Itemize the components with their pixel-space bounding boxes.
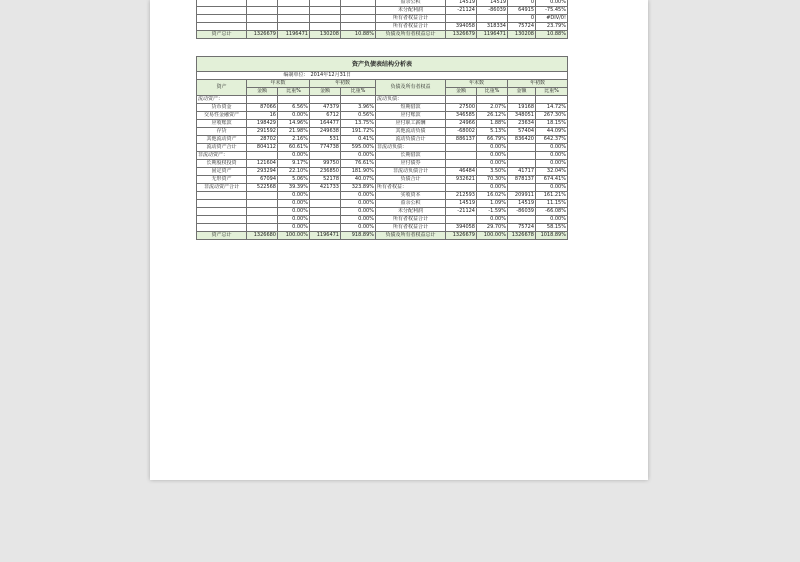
table-cell xyxy=(310,7,341,15)
table-cell: 67094 xyxy=(247,176,278,184)
table-cell xyxy=(310,216,341,224)
table-cell: 642.37% xyxy=(536,136,568,144)
table-cell: 0.00% xyxy=(341,216,376,224)
table-cell: -1.59% xyxy=(477,208,508,216)
table-cell xyxy=(310,23,341,31)
table-cell: 318334 xyxy=(477,23,508,31)
table-cell: -21124 xyxy=(446,208,477,216)
table-cell xyxy=(247,15,278,23)
table-cell xyxy=(247,200,278,208)
table-row xyxy=(197,200,568,208)
table-cell: 191.72% xyxy=(341,128,376,136)
total-cell: 1326679 xyxy=(446,232,477,240)
table-cell: 未分配利润 xyxy=(376,7,446,15)
table-cell xyxy=(341,15,376,23)
table-cell: 0.00% xyxy=(278,112,310,120)
table-cell: 22.10% xyxy=(278,168,310,176)
table-cell xyxy=(310,96,341,104)
total-cell: 130208 xyxy=(508,31,536,39)
row-label xyxy=(197,208,247,216)
table-cell: 0.00% xyxy=(536,160,568,168)
table-cell: 21.98% xyxy=(278,128,310,136)
table-cell: 26.12% xyxy=(477,112,508,120)
row-label: 流动资产合计 xyxy=(197,144,247,152)
table-cell xyxy=(197,15,247,23)
table-cell xyxy=(536,96,568,104)
table-cell xyxy=(446,144,477,152)
unit-label: 编制单位： xyxy=(197,72,310,80)
table-cell xyxy=(341,23,376,31)
table-cell: 0.00% xyxy=(536,152,568,160)
table-cell: 293294 xyxy=(247,168,278,176)
table-cell: 19168 xyxy=(508,104,536,112)
table-cell: 0.00% xyxy=(341,200,376,208)
table-cell xyxy=(341,7,376,15)
blank-cell xyxy=(446,72,568,80)
row-label: 所有者权益合计 xyxy=(376,224,446,232)
table-cell: 0 xyxy=(508,15,536,23)
row-label: 实收资本 xyxy=(376,192,446,200)
row-label: 负债合计 xyxy=(376,176,446,184)
table-cell: -86039 xyxy=(477,7,508,15)
header-amount: 金额 xyxy=(446,88,477,96)
table-cell: 164477 xyxy=(310,120,341,128)
table-cell: #DIV/0! xyxy=(536,15,568,23)
table-row xyxy=(197,96,568,104)
header-amount: 金额 xyxy=(310,88,341,96)
table-cell: 盈余公积 xyxy=(376,0,446,7)
table-cell xyxy=(278,96,310,104)
table-row xyxy=(197,120,568,128)
row-label: 流动负债合计 xyxy=(376,136,446,144)
table-cell: 0.41% xyxy=(341,136,376,144)
table-row xyxy=(197,144,568,152)
table-cell: 9.17% xyxy=(278,160,310,168)
table-cell: 47379 xyxy=(310,104,341,112)
table-cell: 32.04% xyxy=(536,168,568,176)
report-date: 2014年12月31日 xyxy=(310,72,446,80)
table-cell xyxy=(310,192,341,200)
row-label: 存货 xyxy=(197,128,247,136)
table-cell: 0.00% xyxy=(341,152,376,160)
table-row xyxy=(197,168,568,176)
table-cell xyxy=(310,200,341,208)
table-cell xyxy=(508,152,536,160)
row-label: 长期股权投资 xyxy=(197,160,247,168)
header-ratio: 比重% xyxy=(278,88,310,96)
table-cell xyxy=(247,23,278,31)
table-cell: 291592 xyxy=(247,128,278,136)
balance-sheet-analysis-table xyxy=(196,56,568,240)
row-label: 其他流动负债 xyxy=(376,128,446,136)
table-cell: 23634 xyxy=(508,120,536,128)
table-cell: 0.00% xyxy=(341,192,376,200)
table-cell: 27500 xyxy=(446,104,477,112)
table-cell xyxy=(477,96,508,104)
table-cell: 23.79% xyxy=(536,23,568,31)
row-label: 非流动资产合计 xyxy=(197,184,247,192)
document-page xyxy=(150,0,648,480)
table-cell: 13.75% xyxy=(341,120,376,128)
table-cell: 16.02% xyxy=(477,192,508,200)
table-cell: 0.00% xyxy=(477,184,508,192)
table-cell xyxy=(278,7,310,15)
table-cell: 0.00% xyxy=(278,192,310,200)
table-cell xyxy=(477,15,508,23)
row-label: 流动负债： xyxy=(376,96,446,104)
table-cell: 421733 xyxy=(310,184,341,192)
table-row xyxy=(197,152,568,160)
total-cell: 10.88% xyxy=(341,31,376,39)
table-cell: 24966 xyxy=(446,120,477,128)
table-row xyxy=(197,15,568,23)
total-cell: 130208 xyxy=(310,31,341,39)
table-cell: 75724 xyxy=(508,224,536,232)
table-row xyxy=(197,216,568,224)
table-cell: 236850 xyxy=(310,168,341,176)
table-cell xyxy=(247,152,278,160)
row-label xyxy=(197,200,247,208)
total-cell: 1326679 xyxy=(247,31,278,39)
table-cell: 1.09% xyxy=(477,200,508,208)
row-label xyxy=(197,216,247,224)
header-liabilities: 负债及所有者权益 xyxy=(376,80,446,96)
table-cell: 18.15% xyxy=(536,120,568,128)
table-cell: 209911 xyxy=(508,192,536,200)
table-cell: 14519 xyxy=(446,0,477,7)
table-cell xyxy=(310,152,341,160)
table-cell xyxy=(247,224,278,232)
table-cell: 394058 xyxy=(446,224,477,232)
row-label xyxy=(197,224,247,232)
table-cell: 0.00% xyxy=(477,144,508,152)
table-cell: 674.41% xyxy=(536,176,568,184)
table-cell: 3.96% xyxy=(341,104,376,112)
total-cell: 1196471 xyxy=(477,31,508,39)
table-cell xyxy=(508,216,536,224)
table-cell: 0.00% xyxy=(278,208,310,216)
table-cell: 0.00% xyxy=(278,216,310,224)
table-cell: 57404 xyxy=(508,128,536,136)
table-cell: 99750 xyxy=(310,160,341,168)
table-cell: 44.09% xyxy=(536,128,568,136)
table-cell: 198429 xyxy=(247,120,278,128)
table-cell xyxy=(508,160,536,168)
table-cell: 181.90% xyxy=(341,168,376,176)
total-cell: 负债及所有者权益总计 xyxy=(376,31,446,39)
total-cell: 10.88% xyxy=(536,31,568,39)
table-cell: 804112 xyxy=(247,144,278,152)
table-cell: 14.72% xyxy=(536,104,568,112)
header-asset: 资产 xyxy=(197,80,247,96)
total-cell: 资产总计 xyxy=(197,232,247,240)
table-cell: 40.07% xyxy=(341,176,376,184)
table-row xyxy=(197,7,568,15)
table-cell: 52178 xyxy=(310,176,341,184)
table-cell: 161.21% xyxy=(536,192,568,200)
row-label: 交易性金融资产 xyxy=(197,112,247,120)
total-cell: 1326678 xyxy=(508,232,536,240)
row-label: 其他流动资产 xyxy=(197,136,247,144)
header-ratio: 比重% xyxy=(341,88,376,96)
table-cell: 0.56% xyxy=(341,112,376,120)
table-cell: 346585 xyxy=(446,112,477,120)
table-row xyxy=(197,23,568,31)
table-cell: 774738 xyxy=(310,144,341,152)
table-cell: 14519 xyxy=(446,200,477,208)
table-cell: 58.15% xyxy=(536,224,568,232)
total-cell: 1326679 xyxy=(446,31,477,39)
row-label: 应付账款 xyxy=(376,112,446,120)
row-label: 盈余公积 xyxy=(376,200,446,208)
row-label: 应付职工薪酬 xyxy=(376,120,446,128)
table-row xyxy=(197,208,568,216)
total-cell: 负债及所有者权益总计 xyxy=(376,232,446,240)
table-cell: 394058 xyxy=(446,23,477,31)
table-cell: 522568 xyxy=(247,184,278,192)
header-amount: 金额 xyxy=(508,88,536,96)
table-row xyxy=(197,192,568,200)
table-cell: 0.00% xyxy=(477,216,508,224)
table-cell: 14519 xyxy=(508,200,536,208)
table-cell: 595.00% xyxy=(341,144,376,152)
table-cell xyxy=(310,15,341,23)
table-cell xyxy=(310,224,341,232)
row-label: 未分配利润 xyxy=(376,208,446,216)
row-label: 应付债券 xyxy=(376,160,446,168)
table-cell: 3.50% xyxy=(477,168,508,176)
table-row xyxy=(197,136,568,144)
table-cell xyxy=(446,15,477,23)
table-cell xyxy=(247,7,278,15)
table-cell: 0.00% xyxy=(536,144,568,152)
row-label: 固定资产 xyxy=(197,168,247,176)
table-cell xyxy=(278,15,310,23)
row-label: 所有者权益： xyxy=(376,184,446,192)
table-cell: 0.00% xyxy=(536,184,568,192)
table-row xyxy=(197,224,568,232)
table-cell xyxy=(446,160,477,168)
header-amount: 金额 xyxy=(247,88,278,96)
row-label: 货币资金 xyxy=(197,104,247,112)
total-cell: 资产总计 xyxy=(197,31,247,39)
table-cell: 267.30% xyxy=(536,112,568,120)
table-cell: 11.15% xyxy=(536,200,568,208)
table-cell: 5.13% xyxy=(477,128,508,136)
row-label: 流动资产： xyxy=(197,96,247,104)
table-cell: 6.56% xyxy=(278,104,310,112)
table-cell: 121604 xyxy=(247,160,278,168)
table-cell xyxy=(341,96,376,104)
table-cell: -68002 xyxy=(446,128,477,136)
total-row xyxy=(197,31,568,39)
header-ratio: 比重% xyxy=(477,88,508,96)
table-row xyxy=(197,160,568,168)
table-cell: 87066 xyxy=(247,104,278,112)
table-cell xyxy=(197,23,247,31)
table-cell: 0.00% xyxy=(341,208,376,216)
total-row xyxy=(197,232,568,240)
table-row xyxy=(197,104,568,112)
table-cell xyxy=(446,216,477,224)
table-cell: 878137 xyxy=(508,176,536,184)
table-cell xyxy=(446,184,477,192)
row-label: 无形资产 xyxy=(197,176,247,184)
table-cell: 932621 xyxy=(446,176,477,184)
table-cell xyxy=(310,208,341,216)
table-cell: 所有者权益合计 xyxy=(376,15,446,23)
table-cell xyxy=(446,152,477,160)
header-year-begin-left: 年初数 xyxy=(310,80,376,88)
total-cell: 1326680 xyxy=(247,232,278,240)
table-cell: 29.70% xyxy=(477,224,508,232)
table-cell: 75724 xyxy=(508,23,536,31)
table-cell xyxy=(508,96,536,104)
table-row xyxy=(197,112,568,120)
header-year-begin-right: 年初数 xyxy=(508,80,568,88)
table-cell: 1.88% xyxy=(477,120,508,128)
table-title: 资产负债表结构分析表 xyxy=(197,57,568,72)
table-cell: 323.89% xyxy=(341,184,376,192)
table-cell: 64915 xyxy=(508,7,536,15)
row-label: 长期借款 xyxy=(376,152,446,160)
header-year-end-right: 年末数 xyxy=(446,80,508,88)
table-cell xyxy=(247,216,278,224)
table-cell xyxy=(508,144,536,152)
table-cell: 886137 xyxy=(446,136,477,144)
table-cell: 0.00% xyxy=(341,224,376,232)
table-cell: 0.00% xyxy=(278,200,310,208)
table-cell: 46484 xyxy=(446,168,477,176)
table-row xyxy=(197,184,568,192)
table-cell: 2.16% xyxy=(278,136,310,144)
table-cell: 212593 xyxy=(446,192,477,200)
row-label: 应收账款 xyxy=(197,120,247,128)
row-label: 非流动负债合计 xyxy=(376,168,446,176)
table-cell: 39.39% xyxy=(278,184,310,192)
total-cell: 1018.89% xyxy=(536,232,568,240)
table-cell xyxy=(247,208,278,216)
row-label: 短期借款 xyxy=(376,104,446,112)
previous-table-fragment xyxy=(196,0,568,39)
header-year-end-left: 年末数 xyxy=(247,80,310,88)
row-label: 非流动资产： xyxy=(197,152,247,160)
table-cell: 0.00% xyxy=(278,224,310,232)
table-cell: 0.00% xyxy=(278,152,310,160)
table-cell: 76.61% xyxy=(341,160,376,168)
table-cell: -66.08% xyxy=(536,208,568,216)
table-cell: 70.30% xyxy=(477,176,508,184)
table-cell: -75.45% xyxy=(536,7,568,15)
table-cell: -86039 xyxy=(508,208,536,216)
table-cell: 60.61% xyxy=(278,144,310,152)
table-cell: 348051 xyxy=(508,112,536,120)
row-label: 所有者权益合计 xyxy=(376,216,446,224)
total-cell: 1196471 xyxy=(310,232,341,240)
table-cell: 0.00% xyxy=(536,0,568,7)
table-cell: 14.96% xyxy=(278,120,310,128)
table-cell: 41717 xyxy=(508,168,536,176)
table-cell: 66.79% xyxy=(477,136,508,144)
table-cell: 531 xyxy=(310,136,341,144)
table-cell xyxy=(247,96,278,104)
table-cell: 836420 xyxy=(508,136,536,144)
table-cell: 6712 xyxy=(310,112,341,120)
total-cell: 1196471 xyxy=(278,31,310,39)
table-cell: 16 xyxy=(247,112,278,120)
table-cell xyxy=(446,96,477,104)
total-cell: 918.89% xyxy=(341,232,376,240)
table-cell: 5.06% xyxy=(278,176,310,184)
row-label: 非流动负债： xyxy=(376,144,446,152)
table-cell: 所有者权益合计 xyxy=(376,23,446,31)
total-cell: 100.00% xyxy=(477,232,508,240)
table-cell xyxy=(278,23,310,31)
table-cell: 0.00% xyxy=(536,216,568,224)
table-cell: -21124 xyxy=(446,7,477,15)
table-cell: 28702 xyxy=(247,136,278,144)
total-cell: 100.00% xyxy=(278,232,310,240)
header-ratio: 比重% xyxy=(536,88,568,96)
table-cell: 0.00% xyxy=(477,160,508,168)
table-cell: 0.00% xyxy=(477,152,508,160)
row-label xyxy=(197,192,247,200)
table-cell xyxy=(247,192,278,200)
table-row xyxy=(197,176,568,184)
table-cell: 249638 xyxy=(310,128,341,136)
table-cell xyxy=(508,184,536,192)
table-cell xyxy=(197,7,247,15)
table-cell: 14519 xyxy=(477,0,508,7)
table-cell: 0 xyxy=(508,0,536,7)
table-row xyxy=(197,128,568,136)
table-cell: 2.07% xyxy=(477,104,508,112)
